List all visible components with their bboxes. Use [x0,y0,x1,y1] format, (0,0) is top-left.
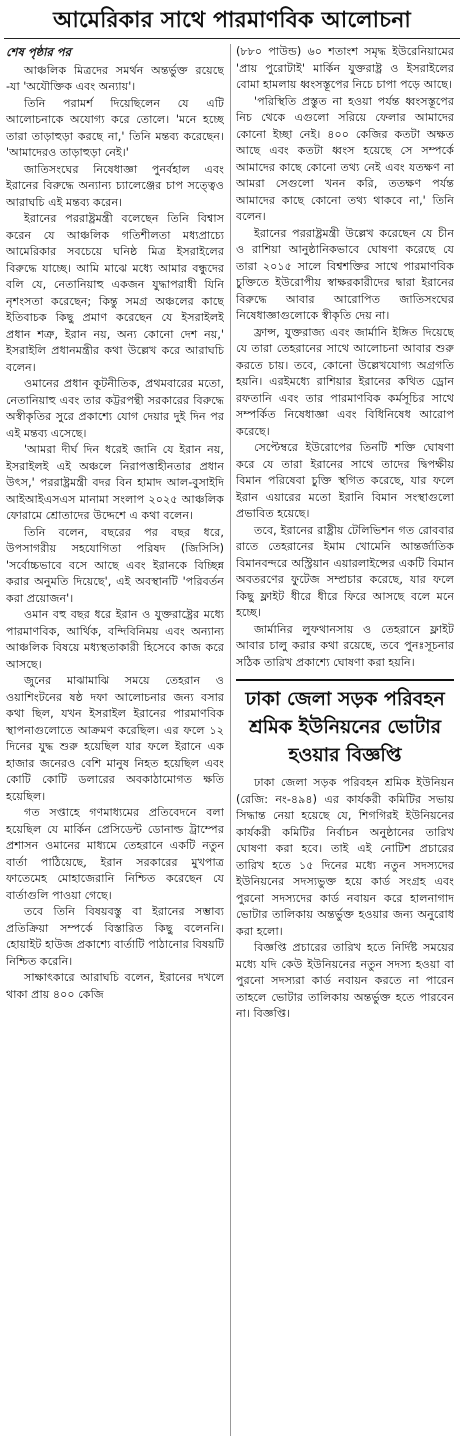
notice-headline-line: হওয়ার বিজ্ঞপ্তি [288,744,402,766]
article-paragraph: ফ্রান্স, যুক্তরাজ্য এবং জার্মানি ইঙ্গিত দিয়েছে যে তারা তেহরানের সাথে আলোচনা আবার শুরু করতে চায়। তবে, কোনো উল্লেখযোগ্য অগ্রগতি হয়নি। এরইমধ্যে রাশিয়ার ইরানের কথিত ড্রোন রফতানি এবং তার পারমাণবিক কর্মসূচির সাথে সম্পর্কিত নিষেধাজ্ঞা এবং বিধিনিষেধ আরোপ করেছে। [236,325,454,438]
article-paragraph: তিনি পরামর্শ দিয়েছিলেন যে এটি আলোচনাকে অযোগ্য করে তোলে। 'মনে হচ্ছে তারা তাড়াহুড়া করছে না,' তিনি মন্তব্য করেছেন। 'আমাদেরও তাড়াহুড়া নেই।' [6,96,224,159]
article-paragraph: 'পরিস্থিতি প্রস্তুত না হওয়া পর্যন্ত ধ্বংসস্তূপের নিচ থেকে এগুলো সরিয়ে ফেলার আমাদের কোনো ইচ্ছা নেই। ৪০০ কেজির কতটা অক্ষত আছে এবং কতটা ধ্বংস হয়েছে সে সম্পর্কে আমাদের কাছে কোনো তথ্য নেই এবং যতক্ষণ না আমরা সেগুলো খনন করি, ততক্ষণ পর্যন্ত আমাদের কাছে কোনো তথ্য থাকবে না,' তিনি বলেন। [236,94,454,223]
article-paragraph: জার্মানির লুফথানসায় ও তেহরানে ফ্লাইট আবার চালু করার কথা রয়েছে, তবে পুনঃসূচনার সঠিক তারিখ প্রকাশ্যে ঘোষণা করা হয়নি। [236,622,454,669]
article-paragraph: তবে, ইরানের রাষ্ট্রীয় টেলিভিশন গত রোববার রাতে তেহরানের ইমাম খোমেনি আন্তর্জাতিক বিমানবন্দরে অস্ট্রিয়ান এয়ারলাইন্সের একটি বিমান অবতরণের ফুটেজ সম্প্রচার করেছে, যার ফলে কিছু ফ্লাইট ধীরে ধীরে ফিরে আসছে বলে মনে হচ্ছে। [236,523,454,619]
notice-headline-line: শ্রমিক ইউনিয়নের ভোটার [248,716,442,738]
column-divider [230,44,231,1436]
article-column-left [6,44,224,1436]
article-paragraph: ওমানের প্রধান কূটনীতিক, প্রথমবারের মতো, নেতানিয়াহু এবং তার কট্টরপন্থী সরকারের বিরুদ্ধে অস্বীকৃতির সুরে প্রকাশ্যে যোগ দেয়ার দুই দিন পর এই মন্তব্য এসেছে। [6,377,224,440]
notice-headline-line: ঢাকা জেলা সড়ক পরিবহন [245,688,445,710]
article-column-right [236,44,454,1436]
article-paragraph: (৮৮০ পাউন্ড) ৬০ শতাংশ সমৃদ্ধ ইউরেনিয়ামের 'প্রায় পুরোটাই' মার্কিন যুক্তরাষ্ট্র ও ইসরাইলের বোমা হামলায় ধ্বংসস্তূপের নিচে চাপা পড়ে আছে। [236,45,454,91]
article-paragraph: 'আমরা দীর্ঘ দিন ধরেই জানি যে ইরান নয়, ইসরাইলই এই অঞ্চলে নিরাপত্তাহীনতার প্রধান উৎস,' পররাষ্ট্রমন্ত্রী বদর বিন হামাদ আল-বুসাইদি আইআইএসএস মানামা সংলাপ ২০২৫ আঞ্চলিক ফোরামে শ্রোতাদের উদ্দেশে এ কথা বলেন। [6,443,224,522]
continued-from-label: শেষ পৃষ্ঠার পর [6,45,71,59]
article-paragraph: তিনি বলেন, বছরের পর বছর ধরে, উপসাগরীয় সহযোগিতা পরিষদ (জিসিসি) 'সর্বোচ্চভাবে বসে আছে এবং ইরানকে বিচ্ছিন্ন করার অনুমতি দিয়েছে', এই অবস্থানটি 'পরিবর্তন করা প্রয়োজন'। [6,525,224,605]
article-paragraph: আঞ্চলিক মিত্রদের সমর্থন অন্তর্ভুক্ত রয়েছে -যা 'অযৌক্তিক এবং অন্যায়'। [6,63,224,93]
article-paragraph: সাক্ষাৎকারে আরাঘচি বলেন, ইরানের দখলে থাকা প্রায় ৪০০ কেজি [6,971,224,1001]
notice-headline-box [236,679,454,769]
notice-paragraph: বিজ্ঞপ্তি প্রচারের তারিখ হতে নির্দিষ্ট সময়ের মধ্যে যদি কেউ ইউনিয়নের নতুন সদস্য হওয়া বা পুরনো সদস্যরা কার্ড নবায়ন করতে না পারেন তাহলে ভোটার তালিকায় অন্তর্ভুক্ত হতে পারবেন না। বিজ্ঞপ্তি। [236,941,454,1020]
notice-paragraph: ঢাকা জেলা সড়ক পরিবহন শ্রমিক ইউনিয়ন (রেজি: নং-৪৯৪) এর কার্যকরী কমিটির সভায় সিদ্ধান্ত নেয়া হয়েছে যে, শিগগিরই ইউনিয়নের কার্যকরী কমিটির নির্বাচন অনুষ্ঠানের তারিখ ঘোষণা করা হবে। তাই এই নোটিশ প্রচারের তারিখ হতে ১৫ দিনের মধ্যে নতুন সদস্যদের ইউনিয়নের সদস্যভুক্ত হয়ে কার্ড সংগ্রহ এবং পুরনো সদস্যদের কার্ড নবায়ন করে হালনাগাদ ভোটার তালিকায় অন্তর্ভুক্ত হওয়ার জন্য অনুরোধ করা হলো। [236,776,454,938]
page-headline: আমেরিকার সাথে পারমাণবিক আলোচনা [4,4,460,39]
article-paragraph: ওমান বহু বছর ধরে ইরান ও যুক্তরাষ্ট্রের মধ্যে পারমাণবিক, আর্থিক, বন্দিবিনিময় এবং অন্যান্য আঞ্চলিক বিষয়ে মধ্যস্থতাকারী হিসেবে কাজ করে আসছে। [6,608,224,671]
article-paragraph: গত সপ্তাহে গণমাধ্যমের প্রতিবেদনে বলা হয়েছিল যে মার্কিন প্রেসিডেন্ট ডোনাল্ড ট্রাম্পের প্রশাসন ওমানের মাধ্যমে তেহরানে একটি নতুন বার্তা পাঠিয়েছে, ইরান সরকারের মুখপাত্র ফাতেমেহ মোহাজেরানি নিশ্চিত করেছেন যে বার্তাগুলি পাওয়া গেছে। [6,806,224,902]
article-paragraph: তবে তিনি বিষয়বস্তু বা ইরানের সম্ভাব্য প্রতিক্রিয়া সম্পর্কে বিস্তারিত কিছু বলেননি। হোয়াইট হাউজ প্রকাশ্যে বার্তাটি পাঠানোর বিষয়টি নিশ্চিত করেনি। [6,905,224,968]
article-paragraph: ইরানের পররাষ্ট্রমন্ত্রী বলেছেন তিনি বিশ্বাস করেন যে আঞ্চলিক গতিশীলতা মধ্যপ্রাচ্যে আমেরিকার সবচেয়ে ঘনিষ্ঠ মিত্র ইসরাইলের বিরুদ্ধে যাচ্ছে। আমি মাঝে মধ্যে আমার বন্ধুদের বলি যে, নেতানিয়াহু একজন যুদ্ধাপরাধী যিনি নৃশংসতা করেছেন; কিন্তু সমগ্র অঞ্চলের কাছে ইতিবাচক কিছু প্রমাণ করেছেন যে ইসরাইলই প্রধান শত্রু, ইরান নয়, অন্য কোনো দেশ নয়,' ইসরাইলি প্রধানমন্ত্রীর কথা উল্লেখ করে আরাঘচি বলেন। [6,212,224,374]
article-paragraph: জুনের মাঝামাঝি সময়ে তেহরান ও ওয়াশিংটনের ষষ্ঠ দফা আলোচনার জন্য বসার কথা ছিল, যখন ইসরাইল ইরানের পারমাণবিক স্থাপনাগুলোতে আক্রমণ করেছিল। এর ফলে ১২ দিনের যুদ্ধ শুরু হয়েছিল যার ফলে ইরানে এক হাজার জনেরও বেশি মানুষ নিহত হয়েছিল এবং কোটি কোটি ডলারের অবকাঠামোগত ক্ষতি হয়েছিল। [6,674,224,803]
article-paragraph: সেপ্টেম্বরে ইউরোপের তিনটি শক্তি ঘোষণা করে যে তারা ইরানের সাথে তাদের দ্বিপক্ষীয় বিমান পরিষেবা চুক্তি স্থগিত করেছে, যার ফলে ইরান এয়ারের মতো ইরানি বিমান সংস্থাগুলো প্রভাবিত হয়েছে। [236,441,454,520]
article-paragraph: জাতিসংঘের নিষেধাজ্ঞা পুনর্বহাল এবং ইরানের বিরুদ্ধে অন্যান্য চ্যালেঞ্জের চাপ সত্ত্বেও আরাঘচি এই মন্তব্য করেন। [6,162,224,209]
article-paragraph: ইরানের পররাষ্ট্রমন্ত্রী উল্লেখ করেছেন যে চীন ও রাশিয়া আনুষ্ঠানিকভাবে ঘোষণা করেছে যে তারা ২০১৫ সালে বিশ্বশক্তির সাথে পারমাণবিক চুক্তিতে ইউরোপীয় স্বাক্ষরকারীদের দ্বারা ইরানের বিরুদ্ধে আবার আরোপিত জাতিসংঘের নিষেধাজ্ঞাগুলোকে স্বীকৃতি দেয় না। [236,226,454,322]
